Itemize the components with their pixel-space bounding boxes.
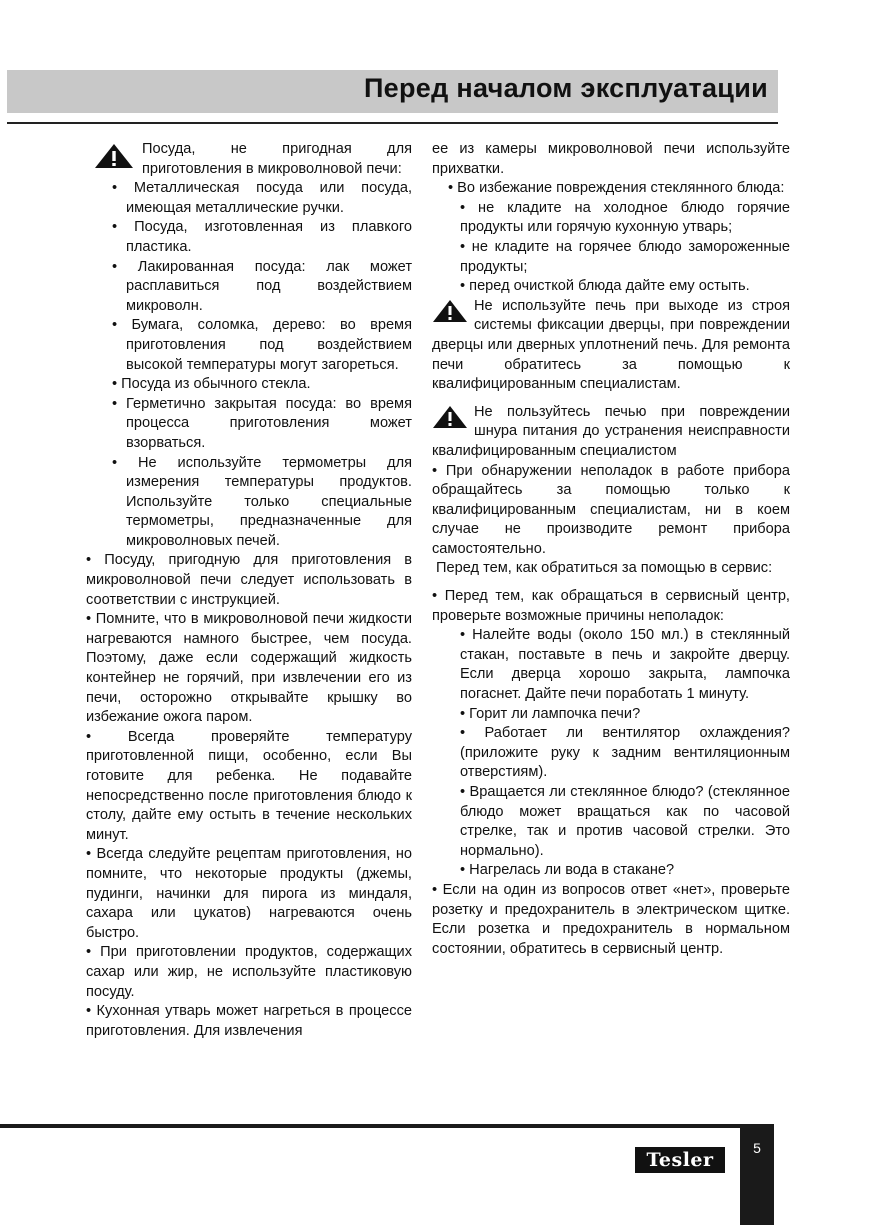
list-item: • Бумага, соломка, дерево: во время приготовления под воздействием высокой температуры могут загореться.	[112, 317, 412, 373]
paragraph: • Кухонная утварь может нагреться в процессе приготовления. Для извлечения	[86, 1003, 412, 1039]
warning-paragraph	[432, 297, 790, 395]
list-item: • Налейте воды (около 150 мл.) в стеклянный стакан, поставьте в печь и закройте дверцу. Если дверца хорошо закрыта, лампочка погаснет. Дайте печи поработать 1 минуту.	[460, 627, 790, 703]
list-item: • Герметично закрытая посуда: во время процесса приготовления может взорваться.	[112, 395, 412, 451]
paragraph: ее из камеры микроволновой печи используйте прихватки.	[432, 141, 790, 177]
page-tab	[740, 1124, 774, 1225]
right-column	[432, 140, 790, 959]
list-item: • Лакированная посуда: лак может расплавиться под воздействием микроволн.	[112, 258, 412, 314]
paragraph: • Всегда следуйте рецептам приготовления, но помните, что некоторые продукты (джемы, пудинги, начинки для пирога из миндаля, сахара или цукатов) нагреваются очень быстро.	[86, 846, 412, 941]
list-item: • не кладите на холодное блюдо горячие продукты или горячую кухонную утварь;	[460, 199, 790, 236]
left-column	[86, 140, 412, 1041]
list-item: • Нагрелась ли вода в стакане?	[460, 862, 675, 879]
header-rule	[7, 122, 778, 124]
page-number: 5	[753, 1140, 761, 1156]
list-item: • Металлическая посуда или посуда, имеющая металлические ручки.	[112, 180, 412, 216]
power-cord-warning-text: Не пользуйтесь печью при повреждении шнура питания до устранения неисправности квалифицированным специалистом	[432, 403, 790, 459]
footer-rule	[0, 1124, 740, 1128]
list-item: • Вращается ли стеклянное блюдо? (стеклянное блюдо может вращаться как по часовой стрелке, так и против часовой стрелки. Это нормально).	[460, 784, 790, 859]
list-item: • не кладите на горячее блюдо замороженные продукты;	[460, 238, 790, 275]
warning-triangle-icon	[94, 143, 134, 169]
paragraph: • При обнаружении неполадок в работе прибора обращайтесь за помощью только к квалифицированным специалистам, ни в коем случае не производите ремонт прибора самостоятельно.	[432, 462, 790, 557]
warning-paragraph	[432, 403, 790, 462]
list-item: • Не используйте термометры для измерения температуры продуктов. Используйте только специальные термометры, предназначенные для микроволновых печей.	[112, 454, 412, 549]
warning-triangle-icon	[432, 405, 468, 429]
list-item: • перед очисткой блюда дайте ему остыть.	[460, 278, 750, 295]
unsuitable-cookware-text: Посуда, не пригодная для приготовления в микроволновой печи:	[142, 141, 412, 177]
service-heading: Перед тем, как обратиться за помощью в сервис:	[436, 560, 773, 577]
paragraph: • Всегда проверяйте температуру приготовленной пищи, особенно, если Вы готовите для ребенка. Не подавайте непосредственно после приготовления блюдо к столу, дайте ему остыть в течение нескольких минут.	[86, 728, 412, 843]
list-item: • Посуда из обычного стекла.	[112, 376, 311, 393]
paragraph: • Помните, что в микроволновой печи жидкости нагреваются намного быстрее, чем посуда. Поэтому, даже если содержащий жидкость контейнер не горячий, при извлечении его из печи, осторожно открывайте крышку во избежание ожога паром.	[86, 611, 412, 726]
paragraph: • Если на один из вопросов ответ «нет», проверьте розетку и предохранитель в электрическом щитке. Если розетка и предохранитель в нормальном состоянии, обратитесь в сервисный центр.	[432, 881, 790, 957]
paragraph: • Посуду, пригодную для приготовления в микроволновой печи следует использовать в соответствии с инструкцией.	[86, 552, 412, 608]
page-title: Перед началом эксплуатации	[363, 73, 768, 103]
paragraph: • Перед тем, как обращаться в сервисный центр, проверьте возможные причины неполадок:	[432, 588, 790, 624]
warning-triangle-icon	[432, 299, 468, 323]
list-item: • Горит ли лампочка печи?	[460, 705, 641, 722]
tesler-logo: Tesler	[635, 1147, 725, 1173]
paragraph: • При приготовлении продуктов, содержащих сахар или жир, не используйте пластиковую посуду.	[86, 944, 412, 1000]
list-item: • Посуда, изготовленная из плавкого пластика.	[112, 219, 412, 255]
warning-paragraph	[86, 140, 412, 179]
door-warning-text: Не используйте печь при выходе из строя системы фиксации дверцы, при повреждении дверцы или дверных уплотнений печь. Для ремонта печи обратитесь за помощью к квалифицированным специалистам.	[432, 297, 790, 393]
paragraph: • Во избежание повреждения стеклянного блюда:	[448, 180, 785, 197]
list-item: • Работает ли вентилятор охлаждения? (приложите руку к задним вентиляционным отверстиям).	[460, 725, 790, 781]
